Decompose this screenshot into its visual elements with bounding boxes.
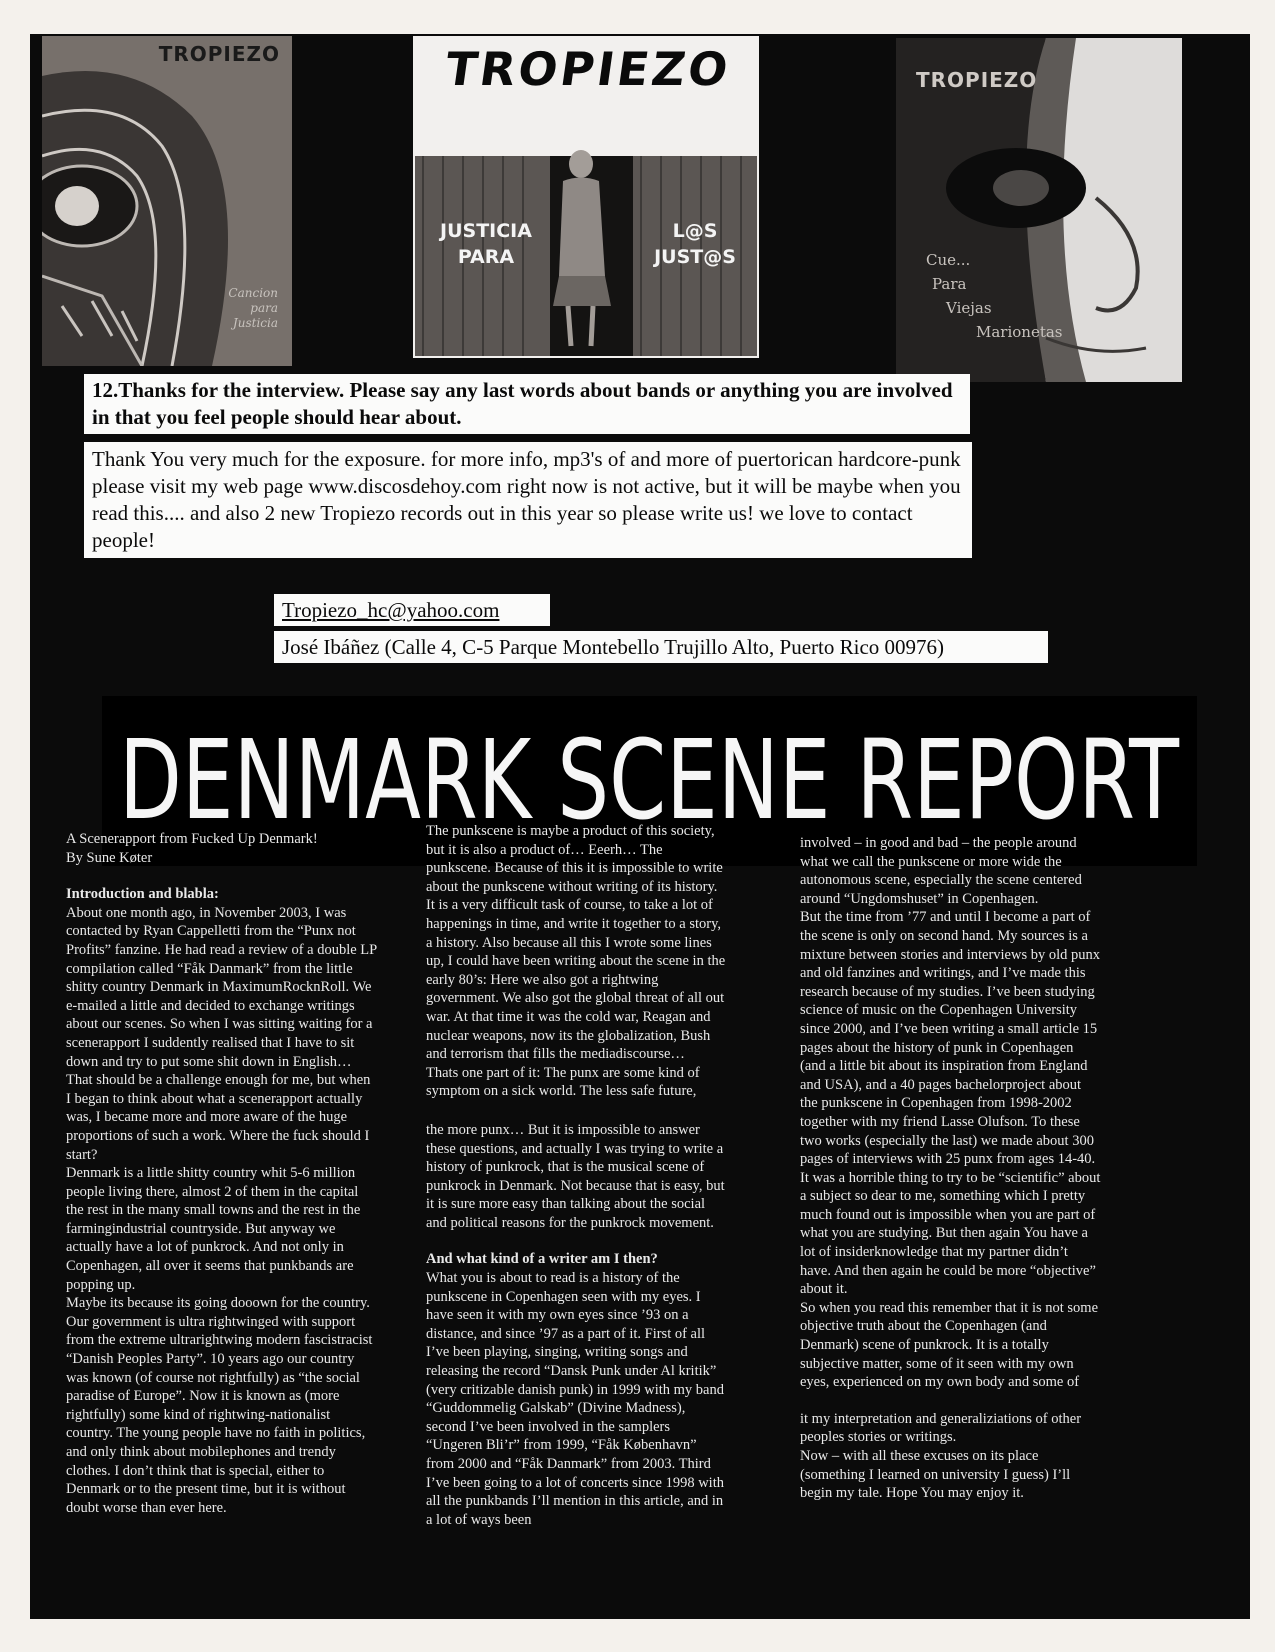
doorway-photo-icon <box>413 36 759 358</box>
cover-band-name: TROPIEZO <box>158 42 280 66</box>
cover-title: Cue... Para Viejas Marionetas <box>926 251 1063 341</box>
article-title: A Scenerapport from Fucked Up Denmark! <box>66 831 318 847</box>
article-byline: By Sune Køter <box>66 849 153 866</box>
cover-slogan-left: JUSTICIA PARA <box>440 220 532 268</box>
cover-band-name: TROPIEZO <box>441 42 735 96</box>
paragraph: Maybe its because its going dooown for the country. Our government is ultra rightwinged with support from the extreme ultrarightwing modern fascistracist “Danish Peoples Party”. 10 years ago our country was known (of course not rightfully) as “the social paradise of Europe”. Now it is known as (more rightfully) some kind of rightwing-nationalist country. The young people have no faith in politics, and only think about mobilephones and trendy clothes. I don’t think that is special, either to Denmark or to the present time, but it is without doubt worse than ever here. <box>66 1295 373 1516</box>
article-column-2 <box>426 822 728 1529</box>
paragraph: Denmark is a little shitty country whit 5-6 million people living there, almost 2 of them in the capital the rest in the many small towns and the rest in the farmingindustrial countryside. But anyway we actually have a lot of punkrock. And not only in Copenhagen, all over it seems that punkbands are popping up. <box>66 1165 361 1293</box>
paragraph: involved – in good and bad – the people around what we call the punkscene or more wide the autonomous scene, especially the scene centered around “Ungdomshuset” in Copenhagen. <box>800 835 1082 907</box>
paragraph: The punkscene is maybe a product of this society, but it is also a product of… Eeerh… The punkscene. Because of this it is impossible to write about the punkscene without writing of its history. It is a very difficult task of course, to take a lot of happenings in time, and write it together to a story, a history. Also because all this I wrote some lines up, I could have been writing about the scene in the early 80’s: Here we also got a rightwing government. We also got the global threat of all out war. At that time it was the cold war, Reagan and nuclear weapons, now its the globalization, Bush and terrorism that fills the mediadiscourse… <box>426 823 726 1063</box>
contact-email <box>274 594 550 626</box>
paragraph: Thats one part of it: The punx are some kind of symptom on a sick world. The less safe future, <box>426 1064 700 1100</box>
album-cover-2 <box>413 36 759 358</box>
album-cover-3 <box>896 38 1182 382</box>
interview-question: 12.Thanks for the interview. Please say any last words about bands or anything you are involved in that you feel people should hear about. <box>84 374 970 434</box>
email-link[interactable]: Tropiezo_hc@yahoo.com <box>282 598 500 622</box>
paragraph: So when you read this remember that it is not some objective truth about the Copenhagen (and Denmark) scene of punkrock. It is a totally subjective matter, some of it seen with my own eyes, experienced on my own body and some of <box>800 1299 1099 1391</box>
paragraph: it my interpretation and generaliziations of other peoples stories or writings. <box>800 1410 1082 1446</box>
cover-slogan-right: L@S JUST@S <box>654 220 736 268</box>
paragraph: the more punx… But it is impossible to answer these questions, and actually I was trying to write a history of punkrock, that is the musical scene of punkrock in Denmark. Not because that is easy, but it is sure more easy than talking about the social and political reasons for the punkrock movement. <box>426 1121 725 1231</box>
paragraph: About one month ago, in November 2003, I was contacted by Ryan Cappelletti from the “Punx not Profits” fanzine. He had read a review of a double LP compilation called “Fåk Danmark” from the little shitty country Denmark in MaximumRocknRoll. We e-mailed a little and decided to exchange writings about our scenes. So when I was sitting waiting for a scenerapport I suddently realised that I have to sit down and try to put some shit down in English… That should be a challenge enough for me, but when I began to think about what a scenerapport actually was, I became more and more aware of the huge proportions of such a work. Where the fuck should I start? <box>66 904 377 1163</box>
paragraph: Now – with all these excuses on its place (something I learned on university I guess) I’ll begin my tale. Hope You may enjoy it. <box>800 1448 1071 1502</box>
contact-address: José Ibáñez (Calle 4, C-5 Parque Montebello Trujillo Alto, Puerto Rico 00976) <box>274 631 1048 663</box>
cover-title: Cancion para Justicia <box>228 286 278 330</box>
headline-text: DENMARK SCENE REPORT <box>119 716 1180 844</box>
interview-answer: Thank You very much for the exposure. for more info, mp3's of and more of puertorican hardcore-punk please visit my web page www.discosdehoy.com right now is not active, but it will be maybe when you read this.... and also 2 new Tropiezo records out in this year so please write us! we love to contact people! <box>84 442 972 558</box>
section-heading: Introduction and blabla: <box>66 886 219 903</box>
article-column-1 <box>66 830 378 1517</box>
paragraph: But the time from ’77 and until I become a part of the scene is only on second hand. My sources is a mixture between stories and interviews by old punx and old fanzines and writings, and I’ve made this research because of my studies. I’ve been studying science of music on the Copenhagen University since 2000, and I’ve been writing a small article 15 pages about the history of punk in Copenhagen (and a little bit about its inspiration from England and USA), and a 40 pages bachelorproject about the punkscene in Copenhagen from 1998-2002 together with my friend Lasse Olufson. To these two works (especially the last) we made about 300 pages of interviews with 25 punx from ages 14-40. It was a horrible thing to try to be “scientific” about a subject so dear to me, something which I pretty much found out is impossible when you are part of what you are studying. But then again You have a lot of insiderknowledge that my partner didn’t have. And then again he could be more “objective” about it. <box>800 909 1101 1298</box>
album-cover-1 <box>42 36 292 366</box>
cover-band-name: TROPIEZO <box>916 68 1038 92</box>
section-heading: And what kind of a writer am I then? <box>426 1251 658 1268</box>
paragraph: What you is about to read is a history of the punkscene in Copenhagen seen with my eyes. I have seen it with my own eyes since ’93 on a distance, and since ’97 as a part of it. First of all I’ve been playing, singing, writing songs and releasing the record “Dansk Punk under Al kritik” (very critizable danish punk) in 1999 with my band “Guddommelig Galskab” (Divine Madness), second I’ve been involved in the samplers “Ungeren Bli’r” from 1999, “Fåk København” from 2000 and “Fåk Danmark” from 2003. Third I’ve been going to a lot of concerts since 1998 with all the punkbands I’ll mention in this article, and in a lot of ways been <box>426 1270 724 1528</box>
article-column-3 <box>800 834 1102 1503</box>
zine-page <box>30 34 1250 1619</box>
